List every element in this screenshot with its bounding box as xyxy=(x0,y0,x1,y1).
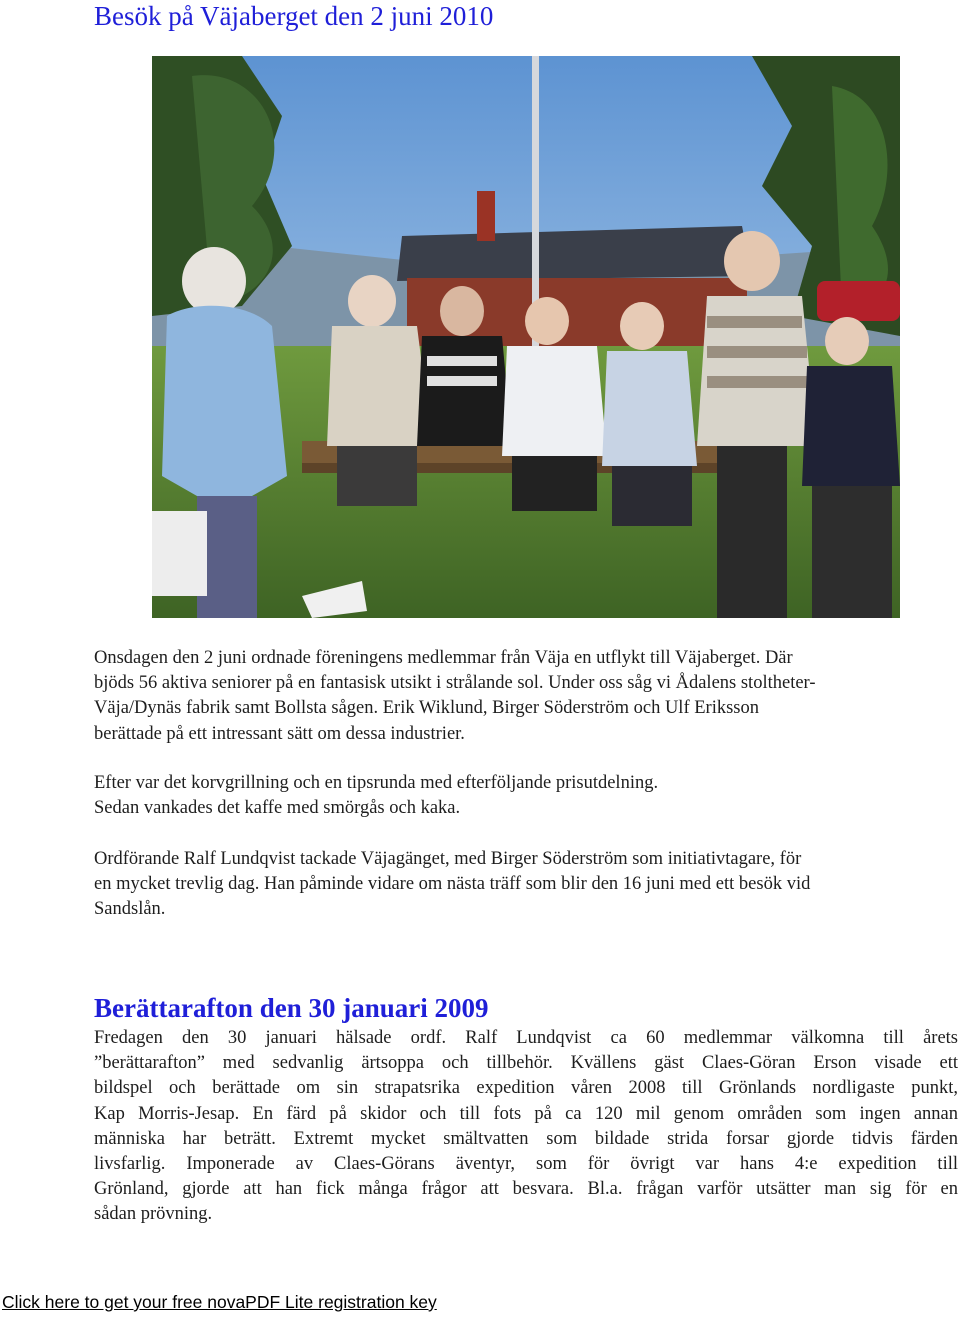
article-visit-paragraph-2 xyxy=(94,771,958,821)
text-line: livsfarlig. Imponerade av Claes-Görans äventyr, som för övrigt var hans 4:e expedition till xyxy=(94,1154,958,1175)
text-line: Kap Morris-Jesap. En färd på skidor och till fots på ca 120 mil genom områden som ingen annan xyxy=(94,1103,958,1124)
text-line: Sedan vankades det kaffe med smörgås och kaka. xyxy=(94,798,461,819)
text-line: Efter var det korvgrillning och en tipsrunda med efterföljande prisutdelning. xyxy=(94,773,659,793)
group-photo xyxy=(152,56,900,618)
text-line: bildspel och berättade om sin strapatsrika expedition våren 2008 till Grönlands nordligaste punkt, xyxy=(94,1078,958,1099)
novapdf-registration-link[interactable]: Click here to get your free novaPDF Lite registration key xyxy=(2,1292,437,1312)
text-line: sådan prövning. xyxy=(94,1204,213,1225)
text-line: berättade på ett intressant sätt om dessa industrier. xyxy=(94,723,465,744)
text-line: Sandslån. xyxy=(94,899,166,920)
text-line: bjöds 56 aktiva seniorer på en fantasisk utsikt i strålande sol. Under oss såg vi Ådalens stoltheter- xyxy=(94,673,816,694)
article-title-storytelling: Berättarafton den 30 januari 2009 xyxy=(94,993,489,1023)
text-line: Fredagen den 30 januari hälsade ordf. Ralf Lundqvist ca 60 medlemmar välkomna till årets xyxy=(94,1028,958,1048)
text-line: människa har beträtt. Extremt mycket smältvatten som bildade strida forsar gjorde tidvis färden xyxy=(94,1128,958,1149)
article-storytelling-paragraph xyxy=(94,1026,958,1228)
text-line: Ordförande Ralf Lundqvist tackade Väjagänget, med Birger Söderström som initiativtagare, för xyxy=(94,849,802,869)
text-line: Onsdagen den 2 juni ordnade föreningens medlemmar från Väja en utflykt till Väjaberget. Där xyxy=(94,648,793,668)
text-line: en mycket trevlig dag. Han påminde vidare om nästa träff som blir den 16 juni med ett besök vid xyxy=(94,874,811,895)
text-line: Väja/Dynäs fabrik samt Bollsta sågen. Erik Wiklund, Birger Söderström och Ulf Eriksson xyxy=(94,698,759,719)
article-visit-paragraph-1 xyxy=(94,646,958,747)
group-photo-illustration xyxy=(152,56,900,618)
text-line: Grönland, gjorde att han fick många frågor att besvara. Bl.a. frågan varför utsätter man sig för en xyxy=(94,1179,958,1200)
text-line: ”berättarafton” med sedvanlig ärtsoppa och tillbehör. Kvällens gäst Claes-Göran Erson visade ett xyxy=(94,1053,958,1074)
article-visit-paragraph-3 xyxy=(94,847,958,923)
article-title-visit: Besök på Väjaberget den 2 juni 2010 xyxy=(94,1,494,31)
